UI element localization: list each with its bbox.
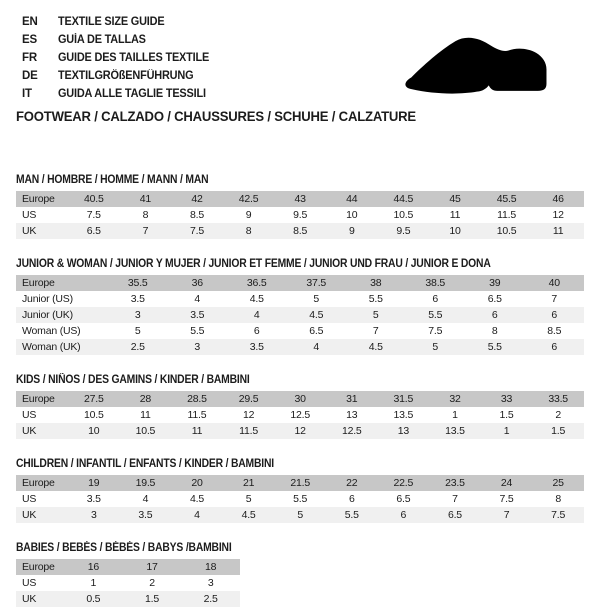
size-cell: 7 [551,293,558,305]
size-cell: 8.5 [189,209,204,221]
size-cell: 45 [449,193,461,205]
language-code: FR [22,52,37,64]
language-row-fr [22,49,217,67]
size-cell: 43 [294,193,306,205]
table-row [16,323,584,339]
size-cell: 12 [242,409,255,421]
size-cell: 16 [87,561,99,573]
size-table-junior-woman [16,275,584,355]
size-cell: 42.5 [238,193,259,205]
section-title: JUNIOR & WOMAN / JUNIOR Y MUJER / JUNIOR ET FEMME / JUNIOR UND FRAU / JUNIOR E DONA [16,258,491,270]
language-label: GUÍA DE TALLAS [58,34,146,46]
size-cell: 44 [346,193,358,205]
size-cell: 9 [245,209,252,221]
language-row-en [22,13,217,31]
row-label: UK [22,509,37,521]
size-cell: 13.5 [445,425,465,437]
size-cell: 11 [552,225,564,237]
size-cell: 8 [245,225,252,237]
size-cell: 37.5 [306,277,327,289]
size-cell: 11 [140,409,151,421]
row-label: Europe [22,561,55,573]
table-row [16,291,584,307]
size-cell: 4.5 [189,493,204,505]
size-cell: 27.5 [83,393,104,405]
section-children [16,454,584,523]
size-cell: 10.5 [393,209,414,221]
size-cell: 12 [294,425,306,437]
size-cell: 10 [346,209,358,221]
row-label: Europe [22,277,55,289]
row-label: Woman (US) [22,325,81,337]
size-cell: 3 [194,341,201,353]
size-cell: 11.5 [239,425,258,437]
section-title: CHILDREN / INFANTIL / ENFANTS / KINDER / BAMBINI [16,458,274,470]
size-cell: 8.5 [293,225,308,237]
size-cell: 6 [491,309,498,321]
size-cell: 31.5 [393,393,414,405]
size-cell: 19 [88,477,100,489]
size-cell: 41 [139,193,152,205]
size-cell: 7.5 [189,225,204,237]
size-cell: 2.5 [130,341,145,353]
size-cell: 5 [245,493,252,505]
table-row [16,423,584,439]
size-cell: 7.5 [428,325,443,337]
size-cell: 3 [90,509,97,521]
size-cell: 18 [205,561,217,573]
size-cell: 39 [489,277,501,289]
size-cell: 42 [191,193,203,205]
size-cell: 9 [348,225,355,237]
size-cell: 46 [552,193,564,205]
category-heading: FOOTWEAR / CALZADO / CHAUSSURES / SCHUHE / CALZATURE [16,109,416,124]
size-cell: 1 [503,425,510,437]
row-label: Junior (US) [22,293,73,305]
size-cell: 24 [500,477,513,489]
size-cell: 44.5 [393,193,414,205]
size-cell: 2 [555,409,561,421]
language-label: TEXTILGRÖßENFÜHRUNG [58,70,194,82]
size-cell: 23.5 [445,477,465,489]
size-cell: 10.5 [83,409,104,421]
size-cell: 36 [191,277,203,289]
size-cell: 7.5 [499,493,514,505]
table-row [16,223,584,239]
table-row [16,491,584,507]
dress-shoe-icon [397,28,571,100]
language-code: ES [22,34,37,46]
size-cell: 13.5 [393,409,414,421]
table-row [16,507,584,523]
size-cell: 9.5 [396,225,411,237]
row-label: US [22,209,37,221]
language-row-de [22,67,217,85]
size-cell: 4.5 [368,341,383,353]
section-title: BABIES / BEBÉS / BÉBÉS / BABYS /BAMBINI [16,542,232,554]
size-cell: 5.5 [428,309,443,321]
size-cell: 5.5 [368,293,383,305]
size-cell: 3.5 [86,493,101,505]
size-cell: 6.5 [309,325,324,337]
size-cell: 3.5 [130,293,145,305]
size-cell: 13 [346,409,358,421]
size-cell: 5.5 [344,509,359,521]
table-row [16,339,584,355]
section-kids [16,370,584,439]
size-cell: 6 [432,293,439,305]
size-cell: 5 [372,309,379,321]
table-row [16,559,240,575]
language-code: EN [22,16,38,28]
size-cell: 29.5 [238,393,259,405]
size-cell: 3.5 [190,309,205,321]
size-cell: 6.5 [447,509,462,521]
size-cell: 1 [452,409,458,421]
size-cell: 9.5 [293,209,308,221]
size-cell: 2 [149,577,155,589]
size-cell: 5.5 [487,341,502,353]
size-cell: 11.5 [187,409,207,421]
section-title: MAN / HOMBRE / HOMME / MANN / MAN [16,174,209,186]
size-cell: 6 [253,325,260,337]
size-cell: 10.5 [496,225,517,237]
size-cell: 5.5 [293,493,308,505]
size-cell: 38 [370,277,382,289]
size-cell: 5.5 [190,325,205,337]
size-cell: 12 [552,209,564,221]
size-cell: 6.5 [487,293,502,305]
section-title: KIDS / NIÑOS / DES GAMINS / KINDER / BAMBINI [16,374,250,386]
size-cell: 6.5 [86,225,101,237]
size-cell: 25 [552,477,564,489]
size-cell: 20 [191,477,203,489]
size-cell: 4.5 [249,293,264,305]
section-junior-woman [16,254,584,355]
row-label: UK [22,225,37,237]
size-cell: 4.5 [241,509,256,521]
language-code: DE [22,70,38,82]
size-cell: 1.5 [551,425,566,437]
section-man [16,170,584,239]
size-cell: 33 [500,393,513,405]
size-table-kids [16,391,584,439]
size-cell: 6.5 [396,493,411,505]
size-cell: 4 [142,493,149,505]
size-cell: 31 [346,393,358,405]
size-cell: 12.5 [341,425,362,437]
table-row [16,191,584,207]
size-cell: 10.5 [135,425,156,437]
row-label: Europe [22,393,55,405]
size-cell: 10 [449,225,461,237]
size-cell: 4 [253,309,260,321]
language-label: TEXTILE SIZE GUIDE [58,16,165,28]
size-cell: 12.5 [290,409,310,421]
size-cell: 21.5 [290,477,310,489]
size-cell: 35.5 [127,277,148,289]
language-header [22,13,217,103]
size-cell: 3.5 [138,509,153,521]
table-row [16,591,240,607]
size-cell: 6 [551,341,558,353]
row-label: Woman (UK) [22,341,81,353]
size-cell: 5 [134,325,141,337]
row-label: US [22,493,37,505]
size-cell: 3 [134,309,141,321]
row-label: Junior (UK) [22,309,73,321]
size-cell: 7 [372,325,379,337]
size-cell: 33.5 [548,393,568,405]
size-cell: 7 [142,225,149,237]
size-cell: 11.5 [497,209,516,221]
size-cell: 28.5 [187,393,207,405]
table-row [16,475,584,491]
size-cell: 38.5 [425,277,446,289]
size-table-children [16,475,584,523]
size-cell: 8.5 [547,325,562,337]
size-cell: 1.5 [499,409,514,421]
size-cell: 4 [194,509,200,521]
size-cell: 5 [313,293,320,305]
size-cell: 13 [397,425,409,437]
row-label: US [22,577,37,589]
size-cell: 17 [146,561,158,573]
size-cell: 2.5 [203,593,218,605]
size-cell: 22.5 [393,477,414,489]
size-cell: 11 [191,425,203,437]
size-cell: 8 [555,493,561,505]
size-cell: 5 [297,509,303,521]
size-tables [16,170,584,607]
size-cell: 30 [294,393,306,405]
size-cell: 40.5 [83,193,104,205]
size-cell: 1.5 [145,593,159,605]
row-label: UK [22,425,37,437]
row-label: US [22,409,37,421]
size-cell: 36.5 [246,277,267,289]
size-cell: 11 [449,209,461,221]
language-row-it [22,85,217,103]
table-row [16,407,584,423]
size-cell: 32 [449,393,461,405]
size-cell: 8 [142,209,149,221]
size-cell: 19.5 [135,477,156,489]
size-cell: 7.5 [86,209,101,221]
row-label: Europe [22,477,55,489]
size-cell: 6 [400,509,407,521]
row-label: UK [22,593,37,605]
size-cell: 45.5 [496,193,517,205]
section-babies [16,538,584,607]
size-cell: 4 [194,293,201,305]
table-row [16,391,584,407]
size-cell: 6 [348,493,355,505]
size-cell: 5 [432,341,439,353]
size-cell: 8 [491,325,498,337]
size-cell: 3.5 [249,341,264,353]
size-cell: 28 [139,393,152,405]
row-label: Europe [22,193,55,205]
size-table-man [16,191,584,239]
table-row [16,307,584,323]
size-cell: 10 [88,425,100,437]
size-cell: 40 [548,277,560,289]
size-cell: 1 [90,577,97,589]
language-code: IT [22,88,32,100]
size-cell: 22 [346,477,358,489]
language-row-es [22,31,217,49]
size-cell: 6 [551,309,558,321]
size-cell: 4 [313,341,320,353]
size-cell: 3 [207,577,214,589]
table-row [16,575,240,591]
size-cell: 21 [242,477,255,489]
size-cell: 7 [452,493,458,505]
language-label: GUIDE DES TAILLES TEXTILE [58,52,210,64]
size-cell: 7.5 [551,509,566,521]
language-label: GUIDA ALLE TAGLIE TESSILI [58,88,206,100]
table-row [16,207,584,223]
table-row [16,275,584,291]
size-cell: 4.5 [309,309,324,321]
size-cell: 0.5 [86,593,101,605]
size-cell: 7 [503,509,510,521]
